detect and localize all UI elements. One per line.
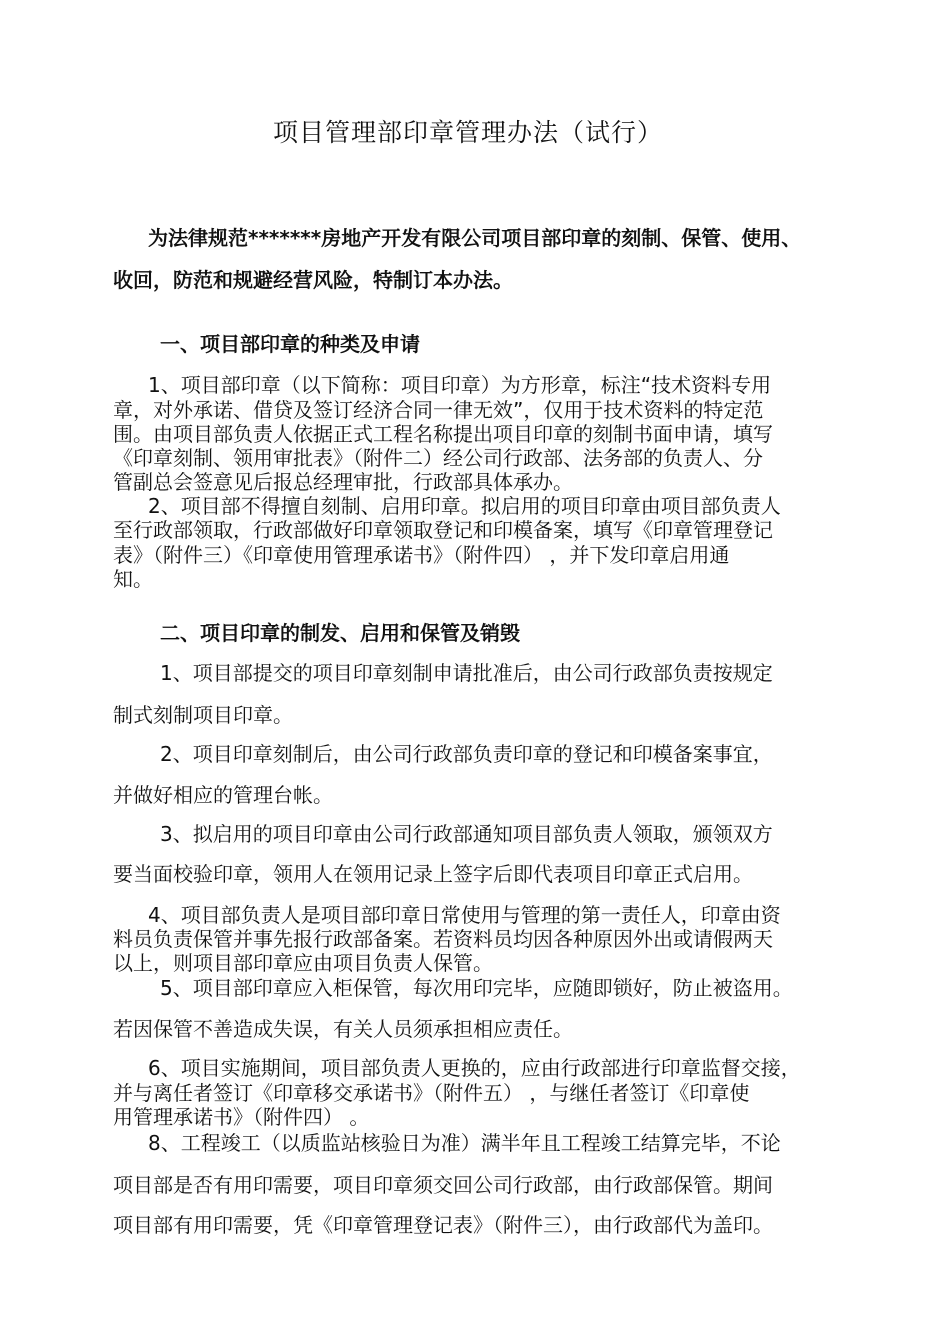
intro-line-2: 收回，防范和规避经营风险，特制订本办法。 [113, 268, 513, 292]
section-1-line: 1、项目部印章（以下简称：项目印章）为方形章，标注“技术资料专用 [148, 373, 772, 397]
section-1-heading: 一、项目部印章的种类及申请 [160, 332, 420, 356]
section-2-line: 3、拟启用的项目印章由公司行政部通知项目部负责人领取，颁领双方 [160, 822, 773, 846]
section-2-line: 项目部有用印需要，凭《印章管理登记表》（附件三），由行政部代为盖印。 [113, 1213, 773, 1237]
section-2-line: 项目部是否有用印需要，项目印章须交回公司行政部，由行政部保管。期间 [113, 1173, 773, 1197]
section-2-line: 制式刻制项目印章。 [113, 703, 293, 727]
section-2-line: 5、项目部印章应入柜保管，每次用印完毕，应随即锁好，防止被盗用。 [160, 976, 793, 1000]
section-1-line: 至行政部领取，行政部做好印章领取登记和印模备案，填写《印章管理登记 [113, 518, 773, 542]
intro-line-1: 为法律规范*******房地产开发有限公司项目部印章的刻制、保管、使用、 [148, 226, 802, 250]
section-2-line: 并与离任者签订《印章移交承诺书》（附件五） ，与继任者签订《印章使 [113, 1081, 750, 1105]
section-1-line: 《印章刻制、领用审批表》（附件二）经公司行政部、法务部的负责人、分 [113, 446, 763, 470]
section-2-line: 8、工程竣工（以质监站核验日为准）满半年且工程竣工结算完毕，不论 [148, 1131, 781, 1155]
section-2-heading: 二、项目印章的制发、启用和保管及销毁 [160, 621, 520, 645]
section-1-line: 表》（附件三）《印章使用管理承诺书》（附件四） ，并下发印章启用通 [113, 543, 730, 567]
section-2-line: 要当面校验印章，领用人在领用记录上签字后即代表项目印章正式启用。 [113, 862, 753, 886]
section-1-line: 2、项目部不得擅自刻制、启用印章。拟启用的项目印章由项目部负责人 [148, 494, 781, 518]
section-2-line: 6、项目实施期间，项目部负责人更换的，应由行政部进行印章监督交接， [148, 1056, 801, 1080]
section-2-line: 若因保管不善造成失误，有关人员须承担相应责任。 [113, 1017, 573, 1041]
section-2-line: 并做好相应的管理台帐。 [113, 783, 333, 807]
section-2-line: 2、项目印章刻制后，由公司行政部负责印章的登记和印模备案事宜， [160, 742, 773, 766]
section-2-line: 4、项目部负责人是项目部印章日常使用与管理的第一责任人，印章由资 [148, 903, 781, 927]
document-title: 项目管理部印章管理办法（试行） [273, 118, 664, 147]
section-2-line: 用管理承诺书》（附件四） 。 [113, 1105, 370, 1129]
section-2-line: 1、项目部提交的项目印章刻制申请批准后，由公司行政部负责按规定 [160, 661, 773, 685]
section-2-line: 料员负责保管并事先报行政部备案。若资料员均因各种原因外出或请假两天 [113, 927, 773, 951]
section-2-line: 以上，则项目部印章应由项目负责人保管。 [113, 951, 493, 975]
section-1-line: 管副总会签意见后报总经理审批，行政部具体承办。 [113, 470, 573, 494]
section-1-line: 知。 [113, 567, 153, 591]
section-1-line: 围。由项目部负责人依据正式工程名称提出项目印章的刻制书面申请，填写 [113, 422, 773, 446]
section-1-line: 章，对外承诺、借贷及签订经济合同一律无效”，仅用于技术资料的特定范 [113, 398, 764, 422]
